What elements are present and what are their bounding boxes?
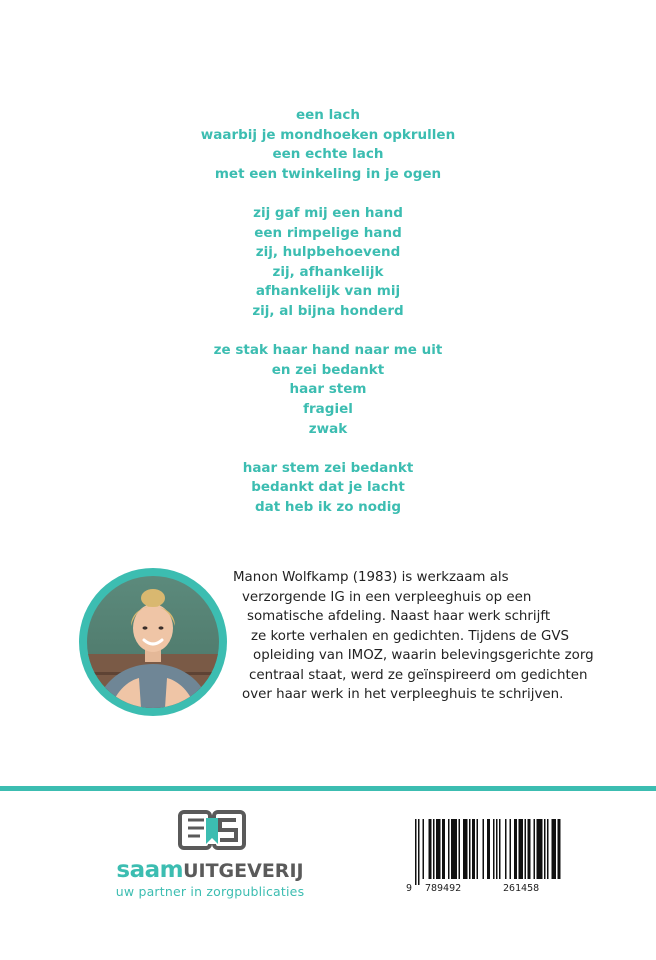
poem-line: zij, afhankelijk <box>272 263 384 280</box>
poem-line: zij, hulpbehoevend <box>255 244 401 261</box>
divider-rule <box>0 786 656 791</box>
barcode-bar <box>487 819 490 879</box>
poem-line: afhankelijk van mij <box>255 283 401 300</box>
barcode-bar <box>477 819 479 879</box>
author-photo <box>79 568 227 716</box>
poem-line: zij gaf mij een hand <box>253 204 403 221</box>
barcode-bar <box>493 819 495 879</box>
barcode-bar <box>448 819 450 879</box>
publisher-name-part2: UITGEVERIJ <box>183 860 304 882</box>
barcode-bar <box>528 819 531 879</box>
poem-line: en zei bedankt <box>271 361 385 378</box>
barcode-bar <box>436 819 441 879</box>
barcode-bar <box>534 819 536 879</box>
book-s-icon <box>178 808 246 852</box>
isbn-barcode <box>403 819 567 903</box>
poem-line: zij, al bijna honderd <box>252 302 404 319</box>
bio-line: Manon Wolfkamp (1983) is werkzaam als <box>233 570 509 585</box>
publisher-name <box>110 857 310 883</box>
barcode-bar <box>514 819 517 879</box>
barcode-bar <box>505 819 507 879</box>
poem-stanza-3 <box>0 341 656 439</box>
poem-line: haar stem zei bedankt <box>242 459 414 476</box>
barcode-bar <box>525 819 527 879</box>
poem-line: een lach <box>296 107 360 123</box>
barcode-bar <box>510 819 512 879</box>
poem-line: met een twinkeling in je ogen <box>214 165 442 182</box>
barcode-bar <box>558 819 561 879</box>
barcode-bar <box>547 819 549 879</box>
poem-line: fragiel <box>303 400 353 417</box>
publisher-tagline: uw partner in zorgpublicaties <box>115 884 305 899</box>
barcode-bar <box>423 819 425 879</box>
barcode-bar <box>544 819 546 879</box>
poem-line: zwak <box>308 420 348 437</box>
poem-line: bedankt dat je lacht <box>251 479 405 496</box>
bio-line: opleiding van IMOZ, waarin belevingsgerichte zorg <box>253 648 594 663</box>
isbn-middle-digits: 789492 <box>425 883 462 894</box>
barcode-bar <box>415 819 417 885</box>
isbn-last-digits: 261458 <box>503 883 540 894</box>
barcode-bar <box>552 819 557 879</box>
barcode-bar <box>463 819 468 879</box>
poem-stanza-1 <box>0 106 656 184</box>
barcode-bar <box>519 819 524 879</box>
publisher-name-part1: saam <box>116 857 184 883</box>
barcode-bar <box>442 819 445 879</box>
barcode-bar <box>433 819 435 879</box>
barcode-bar <box>496 819 498 879</box>
barcode-bar <box>429 819 432 879</box>
publisher-logo <box>110 808 310 900</box>
bio-line: verzorgende IG in een verpleeghuis op een <box>242 589 532 605</box>
poem-line: dat heb ik zo nodig <box>254 498 402 515</box>
poem-stanza-2 <box>0 204 656 322</box>
bio-line: somatische afdeling. Naast haar werk schrijft <box>247 609 551 624</box>
poem-line: een rimpelige hand <box>254 224 402 241</box>
poem-line: haar stem <box>289 381 367 398</box>
barcode-bar <box>469 819 471 879</box>
poem-stanza-4 <box>0 459 656 518</box>
poem <box>0 106 656 537</box>
barcode-bar <box>499 819 501 879</box>
barcode-bar <box>418 819 420 885</box>
poem-line: ze stak haar hand naar me uit <box>213 342 443 359</box>
barcode-bar <box>537 819 543 879</box>
isbn-first-digit: 9 <box>406 883 413 894</box>
barcode-bar <box>451 819 457 879</box>
poem-line: een echte lach <box>272 146 384 163</box>
author-portrait-illustration <box>87 576 219 708</box>
poem-line: waarbij je mondhoeken opkrullen <box>200 126 456 143</box>
barcode-bar <box>459 819 461 879</box>
bio-line: centraal staat, werd ze geïnspireerd om gedichten <box>249 667 588 683</box>
barcode-bar <box>472 819 475 879</box>
bio-line: ze korte verhalen en gedichten. Tijdens de GVS <box>251 628 570 644</box>
barcode-bars <box>403 819 567 885</box>
bio-line: over haar werk in het verpleeghuis te schrijven. <box>242 687 564 702</box>
barcode-bar <box>483 819 485 879</box>
